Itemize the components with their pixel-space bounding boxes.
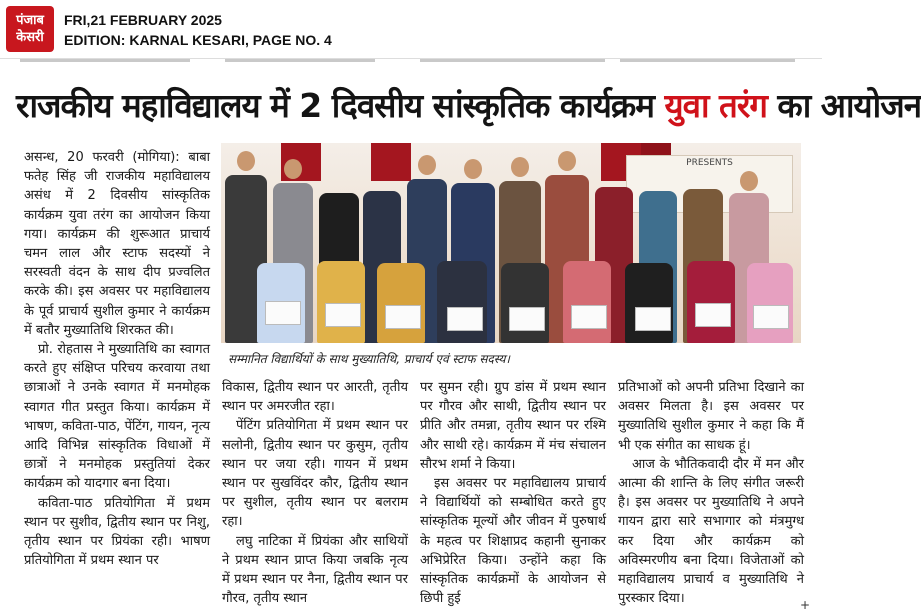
epaper-header [0,0,822,58]
paragraph: पेंटिंग प्रतियोगिता में प्रथम स्थान पर सलोनी, द्वितीय स्थान पर कुसुम, तृतीय स्थान पर जया रही। गायन में प्रथम स्थान पर सुखविंदर कौर, द्वितीय स्थान पर सुशील, तृतीय स्थान पर बलराम रहा। [222,418,408,530]
logo-line-2: केसरी [16,30,44,45]
paragraph: असन्ध, 20 फरवरी (मोगिया): बाबा फतेह सिंह जी राजकीय महाविद्यालय असंध में 2 दिवसीय सांस्कृतिक कार्यक्रम युवा तरंग का आयोजन किया गया। कार्यक्रम की शुरूआत प्राचार्य चमन लाल और स्टाफ सदस्यों ने सरस्वती वंदन के साथ दीप प्रज्वलित करके की। इस अवसर पर महाविद्यालय के पूर्व प्राचार्य सुशील कुमार ने कार्यक्रम में बतौर मुख्यातिथि शिरकत की। [24,150,210,338]
article-column-2 [222,378,408,608]
publication-date: FRI,21 FEBRUARY 2025 [64,12,222,28]
headline-part-2: का आयोजन [766,86,921,125]
paragraph: प्रो. रोहतास ने मुख्यातिथि का स्वागत करते हुए संक्षिप्त परिचय करवाया तथा छात्राओं ने उनके स्वागत में मनमोहक स्वागत गीत प्रस्तुत किया। कार्यक्रम में भाषण, कविता-पाठ, पेंटिंग, गायन, नृत्य आदि विभिन्न सांस्कृतिक विधाओं में छात्रों ने मनमोहक प्रस्तुतियां देकर कार्यक्रम को यादगार बना दिया। [24,342,210,492]
crosshair-icon: + [800,598,811,612]
punjab-kesari-logo[interactable] [6,6,54,52]
group-photo [221,143,801,343]
paragraph: कविता-पाठ प्रतियोगिता में प्रथम स्थान पर सुशीव, द्वितीय स्थान पर निशु, तृतीय स्थान पर प्रियंका रही। भाषण प्रतियोगिता में प्रथम स्थान पर [24,495,210,569]
paragraph: लघु नाटिका में प्रियंका और साथियों ने प्रथम स्थान प्राप्त किया जबकि नृत्य में प्रथम स्थान पर नैना, द्वितीय स्थान पर गौरव, तृतीय स्थान [222,533,408,607]
paragraph: विकास, द्वितीय स्थान पर आरती, तृतीय स्थान पर अमरजीत रहा। [222,380,408,415]
paragraph: पर सुमन रही। ग्रुप डांस में प्रथम स्थान पर गौरव और साथी, द्वितीय स्थान पर प्रीति और तमन्ना, तृतीय स्थान पर रश्मि और साथी रहे। कार्यक्रम में मंच संचालन सौरभ शर्मा ने किया। [420,380,606,472]
headline-highlight: युवा तरंग [664,86,767,125]
article-column-1 [24,148,210,570]
logo-line-1: पंजाब [16,13,44,28]
article-headline [16,78,921,134]
paragraph: आज के भौतिकवादी दौर में मन और आत्मा की शान्ति के लिए संगीत जरूरी है। इस अवसर पर मुख्यातिथि ने अपने गायन द्वारा सारे सभागार को मंत्रमुग्ध कर दिया और कार्यक्रम को अविस्मरणीय बना दिया। विजेताओं को महाविद्यालय प्राचार्य व मुख्यातिथि ने पुरस्कार दिया। [618,456,804,607]
headline-part-1: राजकीय महाविद्यालय में 2 दिवसीय सांस्कृतिक कार्यक्रम [16,86,665,125]
edition-info [64,10,332,50]
photo-caption: सम्मानित विद्यार्थियों के साथ मुख्यातिथि, प्राचार्य एवं स्टाफ सदस्य। [228,352,510,366]
paragraph: इस अवसर पर महाविद्यालय प्राचार्य ने विद्यार्थियों को सम्बोधित करते हुए सांस्कृतिक मूल्यों और जीवन में पुरुषार्थ के महत्व पर शिक्षाप्रद कहानी सुनाकर अभिप्रेरित किया। उन्होंने कहा कि सांस्कृतिक कार्यक्रमों के आयोजन से छिपी हुई [420,476,606,607]
article-column-3 [420,378,606,608]
banner-text: PRESENTS [686,158,733,168]
edition-page: EDITION: KARNAL KESARI, PAGE NO. 4 [64,32,332,48]
paragraph: प्रतिभाओं को अपनी प्रतिभा दिखाने का अवसर मिलता है। इस अवसर पर मुख्यातिथि सुशील कुमार ने कहा कि मैं भी एक संगीत का साधक हूं। [618,380,804,453]
previous-article-strip [0,58,822,67]
article-column-4 [618,378,804,608]
